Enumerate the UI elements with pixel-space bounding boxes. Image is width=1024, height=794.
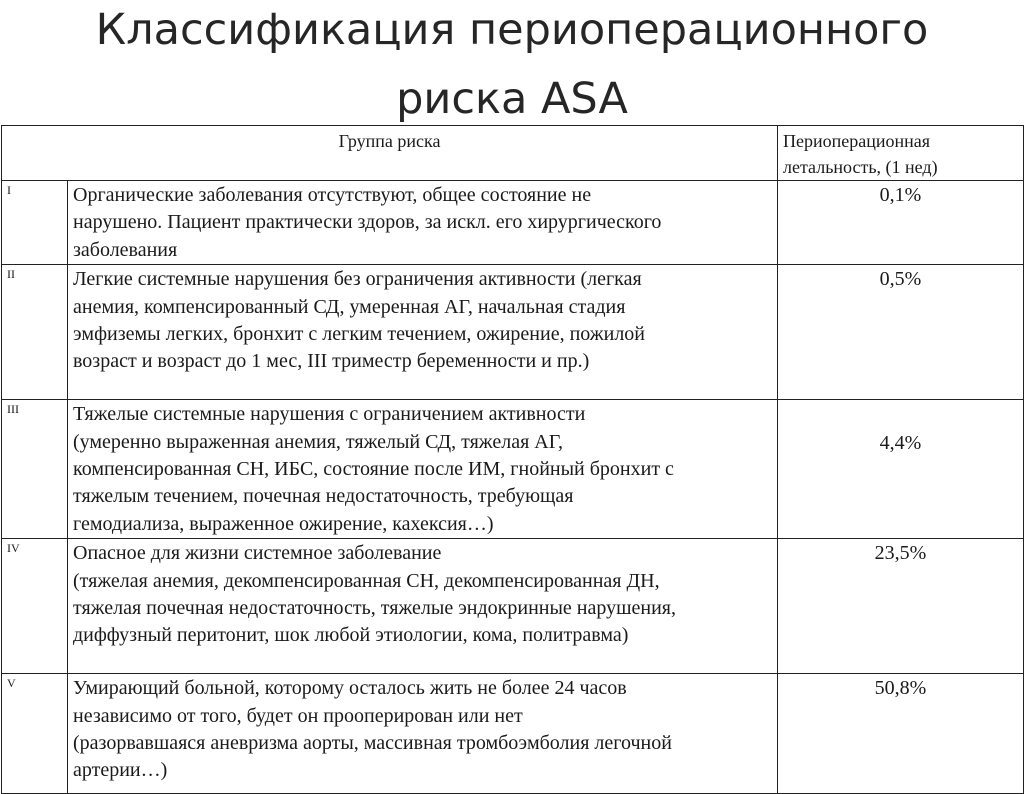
- description-line: эмфиземы легких, бронхит с легким течением, ожирение, пожилой: [73, 323, 646, 346]
- risk-class-description: [68, 265, 778, 400]
- risk-class-number: II: [2, 265, 68, 400]
- description-line: Тяжелые системные нарушения с ограничением активности: [73, 403, 586, 426]
- table-row: [2, 181, 1024, 265]
- description-line: заболевания: [73, 238, 178, 261]
- risk-class-number: V: [2, 674, 68, 794]
- risk-class-number: I: [2, 181, 68, 265]
- risk-class-number: IV: [2, 539, 68, 674]
- mortality-value: 0,1%: [778, 181, 1024, 265]
- description-line: нарушено. Пациент практически здоров, за искл. его хирургического: [73, 211, 662, 234]
- description-line: артерии…): [73, 759, 168, 782]
- table-header-row: [2, 126, 1024, 181]
- mortality-value: 50,8%: [778, 674, 1024, 794]
- description-line: независимо от того, будет он прооперирован или нет: [73, 704, 523, 727]
- description-line: Опасное для жизни системное заболевание: [73, 542, 442, 565]
- description-line: тяжелым течением, почечная недостаточность, требующая: [73, 485, 574, 508]
- description-line: Умирающий больной, которому осталось жить не более 24 часов: [73, 677, 627, 700]
- table-row: [2, 265, 1024, 400]
- title-line-2: риска ASA: [396, 74, 628, 124]
- mortality-value: 4,4%: [778, 400, 1024, 539]
- mortality-value: 0,5%: [778, 265, 1024, 400]
- title-line-1: Классификация периоперационного: [95, 5, 929, 55]
- table-row: [2, 674, 1024, 794]
- description-line: гемодиализа, выраженное ожирение, кахексия…): [73, 512, 494, 535]
- description-line: диффузный перитонит, шок любой этиологии, кома, политравма): [73, 624, 629, 647]
- table-row: [2, 539, 1024, 674]
- header-risk-group: Группа риска: [2, 126, 778, 181]
- risk-class-number: III: [2, 400, 68, 539]
- description-line: (умеренно выраженная анемия, тяжелый СД, тяжелая АГ,: [73, 430, 564, 453]
- table-row: [2, 400, 1024, 539]
- mortality-value: 23,5%: [778, 539, 1024, 674]
- description-line: Органические заболевания отсутствуют, общее состояние не: [73, 184, 592, 206]
- risk-class-description: [68, 674, 778, 794]
- risk-class-description: [68, 181, 778, 265]
- header-mortality: Периоперационная летальность, (1 нед): [778, 126, 1024, 181]
- risk-class-description: [68, 400, 778, 539]
- description-line: Легкие системные нарушения без ограничения активности (легкая: [73, 268, 642, 291]
- asa-risk-table: [1, 125, 1024, 794]
- description-line: (тяжелая анемия, декомпенсированная СН, декомпенсированная ДН,: [73, 569, 660, 592]
- description-line: компенсированная СН, ИБС, состояние после ИМ, гнойный бронхит с: [73, 458, 674, 481]
- description-line: анемия, компенсированный СД, умеренная АГ, начальная стадия: [73, 295, 626, 318]
- description-line: тяжелая почечная недостаточность, тяжелые эндокринные нарушения,: [73, 597, 676, 620]
- slide-title: [0, 0, 1024, 128]
- risk-class-description: [68, 539, 778, 674]
- description-line: возраст и возраст до 1 мес, III триместр беременности и пр.): [73, 350, 590, 373]
- description-line: (разорвавшаяся аневризма аорты, массивная тромбоэмболия легочной: [73, 732, 672, 755]
